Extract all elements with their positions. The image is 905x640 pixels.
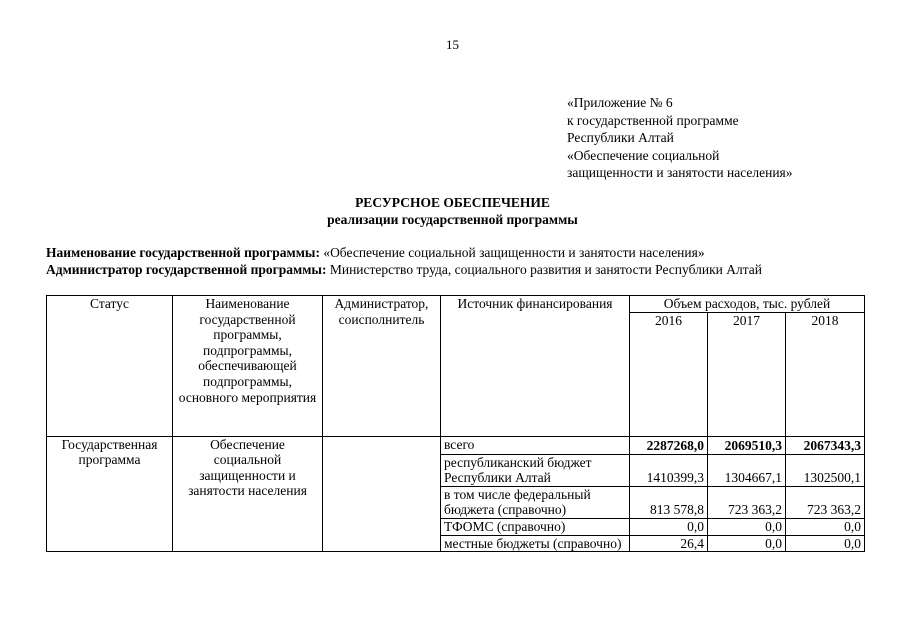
appendix-line: Республики Алтай bbox=[567, 130, 674, 146]
program-name-label: Наименование государственной программы: bbox=[46, 245, 320, 260]
value-cell: 1410399,3 bbox=[630, 454, 708, 486]
value-cell: 2287268,0 bbox=[630, 436, 708, 454]
header-admin: Администратор, соисполнитель bbox=[323, 296, 441, 437]
header-year-2017: 2017 bbox=[708, 312, 786, 436]
header-source: Источник финансирования bbox=[441, 296, 630, 437]
program-name-line bbox=[46, 245, 705, 261]
program-admin-line bbox=[46, 262, 762, 278]
header-year-2018: 2018 bbox=[786, 312, 865, 436]
header-status: Статус bbox=[47, 296, 173, 437]
source-label: ТФОМС (справочно) bbox=[441, 518, 630, 535]
page-number: 15 bbox=[446, 37, 459, 52]
header-expenses: Объем расходов, тыс. рублей bbox=[630, 296, 865, 313]
resource-table bbox=[46, 295, 865, 552]
value-cell: 2069510,3 bbox=[708, 436, 786, 454]
value-cell: 813 578,8 bbox=[630, 486, 708, 518]
value-cell: 0,0 bbox=[630, 518, 708, 535]
row-status: Государственная программа bbox=[47, 436, 173, 552]
value-cell: 1304667,1 bbox=[708, 454, 786, 486]
table-header-row bbox=[47, 296, 865, 313]
value-cell: 1302500,1 bbox=[786, 454, 865, 486]
value-cell: 0,0 bbox=[786, 518, 865, 535]
appendix-line: «Приложение № 6 bbox=[567, 95, 673, 110]
program-admin-label: Администратор государственной программы: bbox=[46, 262, 327, 277]
source-label: в том числе федеральный бюджета (справочно) bbox=[441, 486, 630, 518]
program-name-value: «Обеспечение социальной защищенности и занятости населения» bbox=[319, 245, 705, 260]
appendix-line: защищенности и занятости населения» bbox=[567, 165, 793, 181]
value-cell: 2067343,3 bbox=[786, 436, 865, 454]
value-cell: 26,4 bbox=[630, 535, 708, 552]
value-cell: 0,0 bbox=[708, 535, 786, 552]
source-label: всего bbox=[441, 436, 630, 454]
appendix-line: к государственной программе bbox=[567, 112, 739, 128]
source-label: местные бюджеты (справочно) bbox=[441, 535, 630, 552]
row-admin bbox=[323, 436, 441, 552]
header-name: Наименование государственной программы, подпрограммы, обеспечивающей подпрограммы, основного мероприятия bbox=[173, 296, 323, 437]
row-name: Обеспечение социальной защищенности и занятости населения bbox=[173, 436, 323, 552]
header-year-2016: 2016 bbox=[630, 312, 708, 436]
appendix-note bbox=[567, 94, 793, 182]
value-cell: 723 363,2 bbox=[708, 486, 786, 518]
document-subtitle: реализации государственной программы bbox=[327, 212, 578, 227]
value-cell: 0,0 bbox=[786, 535, 865, 552]
program-admin-value: Министерство труда, социального развития и занятости Республики Алтай bbox=[326, 262, 763, 277]
source-label: республиканский бюджет Республики Алтай bbox=[441, 454, 630, 486]
appendix-line: «Обеспечение социальной bbox=[567, 147, 720, 163]
document-title: РЕСУРСНОЕ ОБЕСПЕЧЕНИЕ bbox=[355, 195, 550, 210]
table-row bbox=[47, 436, 865, 454]
value-cell: 0,0 bbox=[708, 518, 786, 535]
value-cell: 723 363,2 bbox=[786, 486, 865, 518]
